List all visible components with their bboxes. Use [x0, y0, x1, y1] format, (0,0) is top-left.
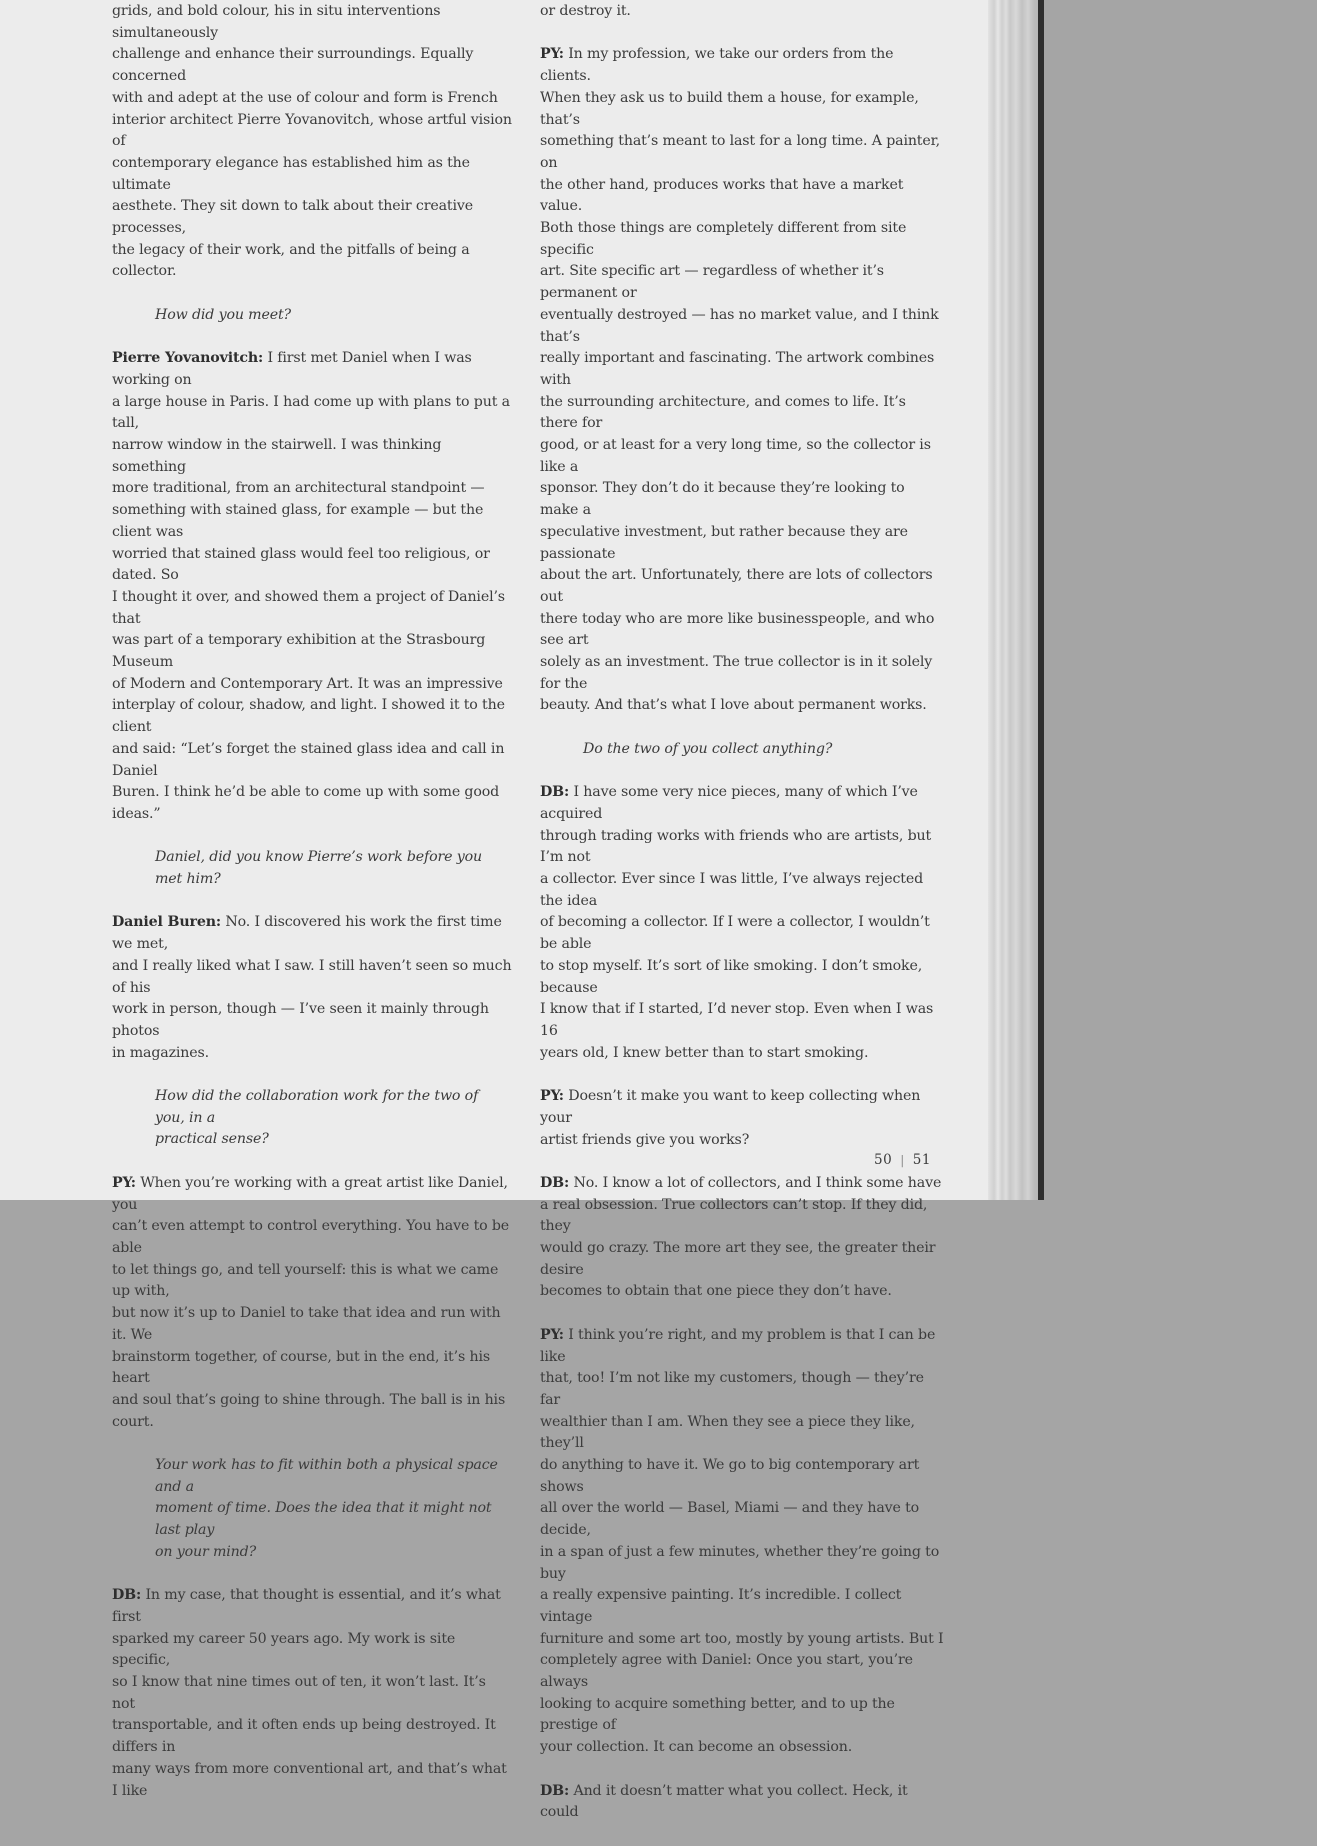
text-line: and said: “Let’s forget the stained glass idea and call in Daniel [112, 740, 505, 779]
left-column [112, 0, 512, 1824]
interview-answer [112, 912, 512, 1064]
text-line: When they ask us to build them a house, for example, that’s [540, 89, 919, 128]
speaker-name: DB: [540, 1174, 570, 1191]
speaker-name: Pierre Yovanovitch: [112, 350, 264, 367]
right-column [540, 0, 944, 1846]
text-line: art. Site specific art — regardless of whether it’s permanent or [540, 263, 884, 302]
text-line: years old, I knew better than to start smoking. [540, 1044, 869, 1061]
interview-answer [112, 1173, 512, 1433]
text-line: the surrounding architecture, and comes to life. It’s there for [540, 393, 906, 432]
interview-question [540, 739, 944, 761]
text-line: would go crazy. The more art they see, the greater their desire [540, 1240, 936, 1278]
interview-question [112, 305, 512, 327]
page-number-left: 50 [874, 1152, 893, 1168]
text-line: grids, and bold colour, his in situ interventions simultaneously [112, 3, 441, 41]
interview-answer [540, 1086, 944, 1151]
text-line: that, too! I’m not like my customers, though — they’re far [540, 1370, 924, 1408]
text-line: completely agree with Daniel: Once you start, you’re always [540, 1652, 913, 1691]
text-line: a really expensive painting. It’s incredible. I collect vintage [540, 1587, 902, 1625]
text-line: I first met Daniel when I was working on [112, 350, 472, 388]
text-line: I know that if I started, I’d never stop. Even when I was 16 [540, 1001, 934, 1039]
text-line: through trading works with friends who are artists, but I’m not [540, 827, 932, 866]
speaker-name: PY: [540, 46, 564, 63]
text-line: of becoming a collector. If I were a collector, I wouldn’t be able [540, 914, 930, 953]
text-line: solely as an investment. The true collector is in it solely for the [540, 654, 933, 692]
page-number-right: 51 [912, 1152, 931, 1168]
text-line: I think you’re right, and my problem is that I can be like [540, 1326, 936, 1365]
text-line: transportable, and it often ends up being destroyed. It differs in [112, 1717, 496, 1756]
speaker-name: PY: [112, 1174, 136, 1191]
text-line: sponsor. They don’t do it because they’re looking to make a [540, 480, 905, 519]
speaker-name: PY: [540, 1088, 564, 1105]
text-line: No. I discovered his work the first time we met, [112, 914, 502, 953]
text-line: about the art. Unfortunately, there are lots of collectors out [540, 567, 933, 605]
text-line: more traditional, from an architectural standpoint — [112, 480, 485, 497]
text-line: and soul that’s going to shine through. The ball is in his court. [112, 1391, 506, 1430]
text-line: to let things go, and tell yourself: this is what we came up with, [112, 1261, 499, 1300]
text-line: contemporary elegance has established him as the ultimate [112, 154, 470, 193]
text-line: work in person, though — I’ve seen it mainly through photos [112, 1001, 489, 1039]
speaker-name: DB: [112, 1587, 142, 1604]
text-line: so I know that nine times out of ten, it won’t last. It’s not [112, 1674, 486, 1712]
text-line: interplay of colour, shadow, and light. I showed it to the client [112, 697, 505, 736]
text-line: interior architect Pierre Yovanovitch, whose artful vision of [112, 111, 512, 150]
text-line: really important and fascinating. The artwork combines with [540, 350, 935, 388]
interview-question [112, 1455, 512, 1564]
text-line: furniture and some art too, mostly by young artists. But I [540, 1630, 944, 1647]
text-line: brainstorm together, of course, but in the end, it’s his heart [112, 1348, 490, 1387]
interview-answer [540, 1325, 944, 1759]
text-line: a collector. Ever since I was little, I’ve always rejected the idea [540, 871, 924, 909]
interview-question [112, 847, 512, 890]
page-number-separator: | [900, 1153, 905, 1167]
text-line: with and adept at the use of colour and form is French [112, 89, 498, 106]
text-line: Daniel, did you know Pierre’s work before you met him? [155, 849, 483, 888]
page-block-edge [988, 0, 1040, 1200]
text-line: aesthete. They sit down to talk about their creative processes, [112, 198, 473, 237]
text-line: and I really liked what I saw. I still haven’t seen so much of his [112, 957, 512, 996]
text-line: practical sense? [155, 1131, 269, 1148]
text-line: or destroy it. [540, 3, 631, 19]
text-line: the other hand, produces works that have a market value. [540, 176, 904, 215]
speaker-name: Daniel Buren: [112, 914, 221, 931]
book-cover-edge [1038, 0, 1044, 1200]
text-line: artist friends give you works? [540, 1131, 750, 1148]
text-line: but now it’s up to Daniel to take that idea and run with it. We [112, 1305, 501, 1343]
text-line: a real obsession. True collectors can’t stop. If they did, they [540, 1196, 928, 1235]
interview-answer [540, 1173, 944, 1303]
text-line: challenge and enhance their surroundings. Equally concerned [112, 46, 474, 85]
text-line: beauty. And that’s what I love about permanent works. [540, 697, 927, 714]
text-line: wealthier than I am. When they see a piece they like, they’ll [540, 1413, 915, 1452]
text-line: of Modern and Contemporary Art. It was an impressive [112, 675, 503, 692]
text-line: on your mind? [155, 1543, 257, 1560]
body-paragraph [540, 1, 944, 23]
text-line: I thought it over, and showed them a project of Daniel’s that [112, 588, 505, 627]
text-line: your collection. It can become an obsession. [540, 1739, 853, 1756]
interview-answer [540, 1781, 944, 1824]
text-line: Doesn’t it make you want to keep collecting when your [540, 1088, 921, 1126]
text-line: can’t even attempt to control everything. You have to be able [112, 1218, 510, 1256]
text-line: something that’s meant to last for a long time. A painter, on [540, 133, 941, 171]
text-line: something with stained glass, for example — but the client was [112, 502, 484, 540]
text-line: worried that stained glass would feel too religious, or dated. So [112, 545, 490, 584]
text-line: How did the collaboration work for the two of you, in a [155, 1088, 479, 1126]
speaker-name: DB: [540, 784, 570, 801]
text-line: And it doesn’t matter what you collect. Heck, it could [540, 1782, 908, 1821]
text-line: moment of time. Does the idea that it might not last play [155, 1500, 492, 1539]
interview-answer [112, 1585, 512, 1802]
text-line: Both those things are completely different from site specific [540, 220, 907, 258]
text-line: all over the world — Basel, Miami — and they have to decide, [540, 1500, 920, 1539]
text-line: there today who are more like businesspeople, and who see art [540, 610, 935, 649]
text-line: to stop myself. It’s sort of like smoking. I don’t smoke, because [540, 957, 923, 996]
text-line: in magazines. [112, 1044, 210, 1061]
text-line: a large house in Paris. I had come up with plans to put a tall, [112, 393, 510, 432]
text-line: do anything to have it. We go to big contemporary art shows [540, 1457, 920, 1495]
interview-answer [540, 44, 944, 717]
text-line: I have some very nice pieces, many of which I’ve acquired [540, 784, 918, 822]
text-line: Your work has to fit within both a physical space and a [155, 1457, 498, 1495]
text-line: How did you meet? [155, 306, 291, 323]
text-line: sparked my career 50 years ago. My work is site specific, [112, 1630, 456, 1669]
text-line: was part of a temporary exhibition at the Strasbourg Museum [112, 632, 486, 671]
text-line: good, or at least for a very long time, so the collector is like a [540, 437, 931, 475]
text-line: becomes to obtain that one piece they don’t have. [540, 1283, 892, 1300]
text-line: eventually destroyed — has no market value, and I think that’s [540, 306, 939, 345]
speaker-name: PY: [540, 1326, 564, 1343]
page-numbers [874, 1152, 931, 1168]
interview-answer [112, 348, 512, 825]
text-line: Buren. I think he’d be able to come up with some good ideas.” [112, 784, 500, 822]
text-line: When you’re working with a great artist like Daniel, you [112, 1174, 508, 1213]
interview-question [112, 1086, 512, 1151]
interview-answer [540, 782, 944, 1064]
text-line: No. I know a lot of collectors, and I think some have [573, 1174, 942, 1191]
text-line: In my profession, we take our orders from the clients. [540, 46, 894, 85]
text-line: in a span of just a few minutes, whether they’re going to buy [540, 1543, 940, 1582]
text-line: In my case, that thought is essential, and it’s what first [112, 1587, 501, 1625]
body-paragraph [112, 1, 512, 283]
text-line: Do the two of you collect anything? [583, 740, 833, 757]
text-line: speculative investment, but rather because they are passionate [540, 523, 908, 562]
text-line: many ways from more conventional art, and that’s what I like [112, 1760, 507, 1799]
text-line: narrow window in the stairwell. I was thinking something [112, 437, 442, 475]
text-line: the legacy of their work, and the pitfalls of being a collector. [112, 241, 470, 280]
text-line: looking to acquire something better, and to up the prestige of [540, 1695, 895, 1734]
speaker-name: DB: [540, 1782, 570, 1799]
